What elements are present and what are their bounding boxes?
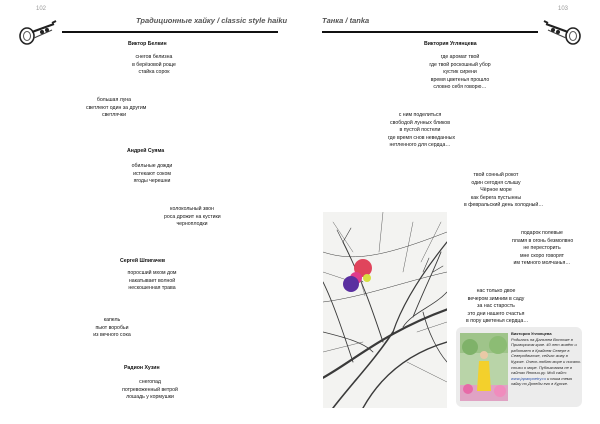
right-page-header: Танка / tanka [322,16,370,25]
haiku-poem: снегопад потревоженный ветрой лошадь у кормушки [122,379,178,401]
haiku-poem: колокольный звон роса дрожит на кустики черноплодки [164,206,221,228]
page-number-left: 102 [36,6,47,12]
haiku-poem: большая луна светлеют один за другим светлячки [86,97,147,119]
author-bio-card [456,327,582,407]
bio-description: Родилась на Дальнем Востоке в Приморском крае. 40 лет живёт и работает в Крайнем Севере в Северодвинске, сейчас живу в Курске. Очень люблю море и писать стихи о море. Публиковала не в сайтах Японии.ру. Мой сайт: [511,336,581,376]
tree-balloons-photo [323,212,447,408]
tanka-poem: подарок полевые пламя в огонь безмолвно не пересторить мне скоро говорят им темного молчанья… [512,230,574,267]
tanka-poem: с ним поделиться свободой лунных бликов в пустой постели где время снов неведанных нетленного для сердца… [388,112,456,149]
tanka-poem: твой сонный рокот один сегодня слышу Чёрное море как берега пустынны в февральский день холодный… [464,172,544,209]
bio-tail: и наша тема хайку по Донеды его в Курске. [511,375,572,387]
left-page-header: Традиционные хайку / classic style haiku [136,16,288,25]
haiku-poem: снегов белизна в берёзовой роще стайка сорок [132,54,176,76]
trumpet-icon [542,20,582,48]
trumpet-icon [18,20,58,48]
author-portrait [460,333,508,401]
author-name: Радион Хузин [124,365,160,371]
author-name: Виктор Белкин [128,41,167,47]
bio-name: Виктория Углянцева [511,331,552,336]
header-rule-left [62,31,278,33]
author-bio-text [511,331,581,387]
tanka-poem: нас только двое вечером зимним в саду за нас старость это дни нашего счастья в пору цветенья сердца… [466,288,529,325]
header-rule-right [322,31,538,33]
bio-website-link[interactable]: www.japanpoetry.ru [511,375,546,381]
tanka-poem: где аромат твой где твой роскошный убор кустик сирени время цветенья прошло словно себя говорю… [429,54,491,91]
haiku-poem: обильные дожди истекают соком ягоды черешни [131,163,173,185]
page-number-right: 103 [558,6,569,12]
author-name: Сергей Шпигачев [120,258,166,264]
author-portrait-illustration [460,333,508,401]
haiku-poem: поросший мхом дом накатывает волной нескошенная трава [127,270,177,292]
author-name: Андрей Суяма [127,148,165,154]
author-name: Виктория Углянцева [424,41,477,47]
haiku-poem: капель пьют воробьи из вечного сока [93,317,131,339]
tree-branches-illustration [323,212,447,408]
